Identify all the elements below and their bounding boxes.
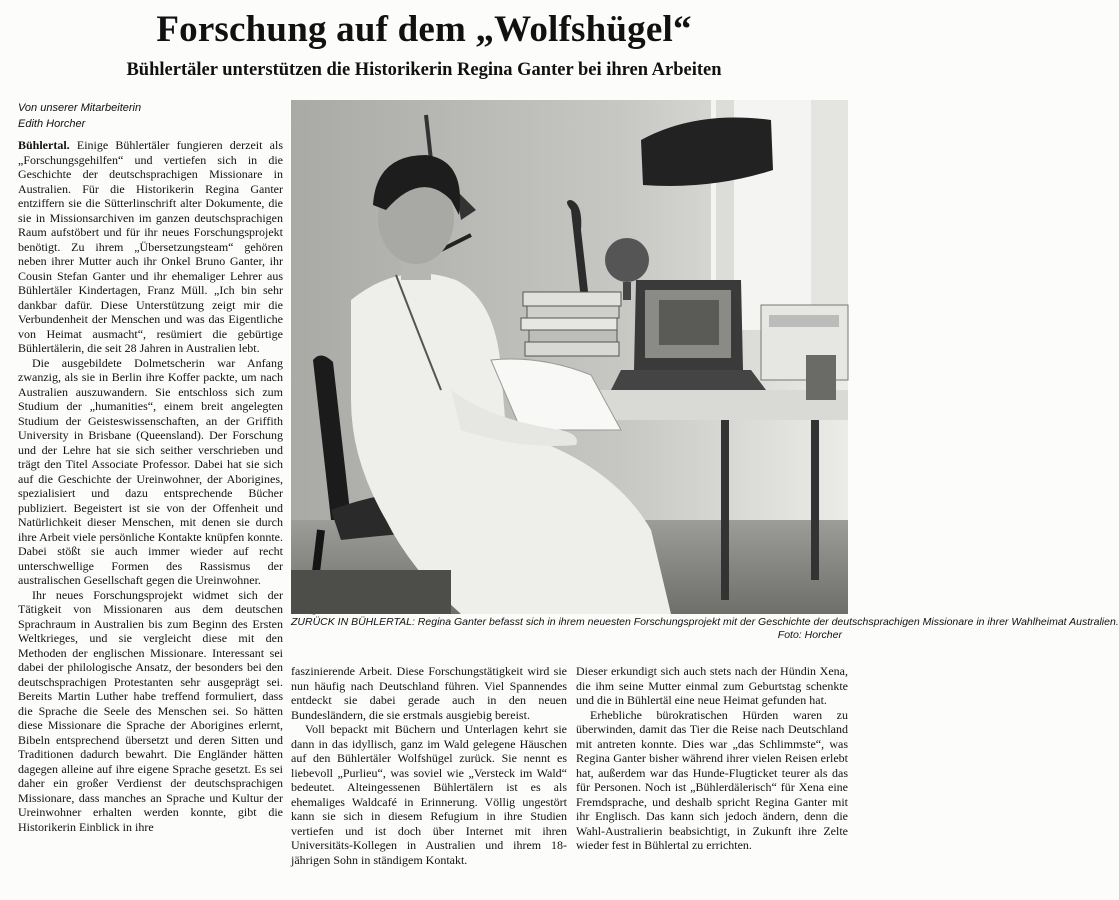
caption-text: Regina Ganter befasst sich in ihrem neuesten Forschungsprojekt mit der Geschichte der deutschsprachigen Missionare in ihrer Wahlheimat Australien.	[414, 616, 1119, 628]
article-column-1	[18, 138, 283, 900]
paragraph: Voll bepackt mit Büchern und Unterlagen kehrt sie dann in das idyllisch, ganz im Wald gelegene Häuschen auf den Bühlertäler Wolfshügel zurück. Sie nennt es liebevoll „Purlieu“, was soviel wie „Versteck im Wald“ bedeutet. Alteingessenen Bühlertälern ist es als ehemaliges Waldcafé in Erinnerung. Völlig ungestört kann sie sich in diesem Refugium in ihre Studien vertiefen und ist doch über Internet mit ihren Universitäts-Kollegen in Australien und ihrem 18-jährigen Sohn in ständigem Kontakt.	[291, 722, 567, 867]
paragraph-text: Einige Bühlertäler fungieren derzeit als „Forschungsgehilfen“ und vertiefen sich in die Geschichte der deutschsprachigen Missionare in Australien. Für die Historikerin Regina Ganter entziffern sie die Sütterlinschrift alter Dokumente, die sie in Missionsarchiven im ganzen deutschsprachigen Raum aufstöbert und für ihr neues Forschungsprojekt benötigt. Zu ihrem „Übersetzungsteam“ gehören neben ihrer Mutter auch ihr Onkel Bruno Ganter, ihr Cousin Stefan Ganter und ihr ehemaliger Lehrer aus Bühlertäler Kindertagen, Franz Müll. „Ich bin sehr dankbar dafür. Diese Unterstützung zeigt mir die Verbundenheit der Menschen und was das Eigentliche von Heimat ausmacht“, resümiert die gebürtige Bühlertälerin, die seit 28 Jahren in Australien lebt.	[18, 138, 283, 355]
article-column-2	[291, 664, 567, 900]
byline	[18, 100, 288, 132]
article-column-3	[576, 664, 848, 900]
photo-caption	[291, 616, 1119, 629]
dateline: Bühlertal.	[18, 138, 70, 152]
article-photo	[291, 100, 848, 614]
paragraph: faszinierende Arbeit. Diese Forschungstätigkeit wird sie nun häufig nach Deutschland führen. Viel Spannendes entdeckt sie dabei gerade auch in den neuen Bundesländern, die sie erstmals ausgiebig bereist.	[291, 664, 567, 722]
paragraph: Ihr neues Forschungsprojekt widmet sich der Tätigkeit von Missionaren aus dem deutschen Sprachraum in Australien bis zum Beginn des Ersten Weltkrieges, und sie vergleicht diese mit den Methoden der englischen Missionare. Interessant sei dabei der philologische Ansatz, der besonders bei den deutschsprachigen Protestanten sehr ausgeprägt sei. Bereits Martin Luther habe treffend formuliert, dass die Sprache die Seele des Menschen sei. So hätten diese Missionare die Sprache der Aborigines erlernt, Bibeln entsprechend übersetzt und deren Sitten und Traditionen dadurch bewahrt. Die Engländer hätten dagegen alleine auf ihre eigene Sprache gesetzt. Es sei daher ein großer Verdienst der deutschsprachigen Missionare, dass manches an Sprache und Kultur der Ureinwohner erhalten werden konnte, gibt die Historikerin Einblick in ihre	[18, 587, 283, 834]
byline-role: Von unserer Mitarbeiterin	[18, 102, 142, 114]
paragraph: Dieser erkundigt sich auch stets nach der Hündin Xena, die ihm seine Mutter einmal zum Geburtstag schenkte und die in Bühlertäl eine neue Heimat gefunden hat.	[576, 664, 848, 707]
byline-author: Edith Horcher	[18, 118, 86, 130]
caption-head: ZURÜCK IN BÜHLERTAL:	[291, 616, 415, 628]
headline: Forschung auf dem „Wolfshügel“	[156, 9, 692, 50]
paragraph: Erhebliche bürokratischen Hürden waren zu überwinden, damit das Tier die Reise nach Deutschland mit antreten konnte. Dies war „das Schlimmste“, was Regina Ganter bisher während ihrer vielen Reisen erlebt hat, außerdem war das Hunde-Flugticket teurer als das für Personen. Noch ist „Bühlerdälerisch“ für Xena eine Fremdsprache, und deshalb spricht Regina Ganter mit ihr Englisch. Das kann sich jedoch ändern, denn die Wahl-Australierin beabsichtigt, in Zukunft ihre Zelte wieder fest in Bühlertal zu errichten.	[576, 707, 848, 852]
paragraph	[18, 138, 283, 356]
paragraph: Die ausgebildete Dolmetscherin war Anfang zwanzig, als sie in Berlin ihre Koffer packte, um nach Australien auszuwandern. Sie entschloss sich zum Studium der „humanities“, einem breit angelegten Studium der Geisteswissenschaften, an der Griffith University in Brisbane (Queensland). Der Forschung und der Lehre hat sie sich seither verschrieben und trägt den Titel Associate Professor. Dabei hat sie sich auf die Geschichte der Ureinwohner, der Aborigines, spezialisiert und dazu entsprechende Bücher publiziert. Begeistert ist sie von der Offenheit und Natürlichkeit dieser Menschen, mit denen sie durch ihre Arbeit viele persönliche Kontakte knüpfen konnte. Dabei stößt sie auch immer wieder auf recht unterschwellige Formen des Rassismus der australischen Gesellschaft gegen die Ureinwohner.	[18, 355, 283, 587]
photo-illustration	[291, 100, 848, 614]
photo-credit: Foto: Horcher	[777, 629, 842, 641]
subheadline: Bühlertäler unterstützen die Historikerin Regina Ganter bei ihren Arbeiten	[126, 60, 722, 80]
